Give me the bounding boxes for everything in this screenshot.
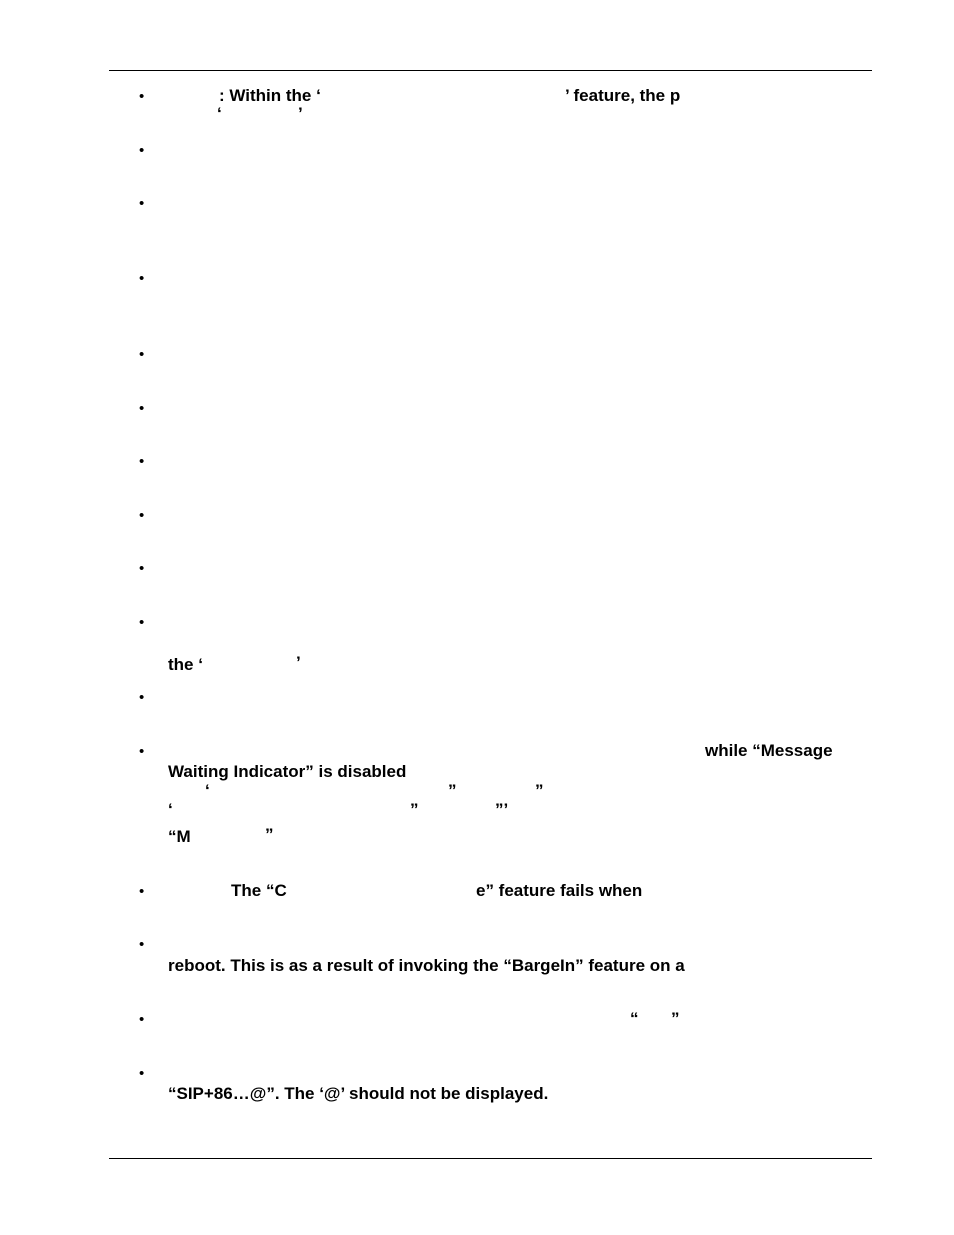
- bullet-14: •: [139, 936, 145, 953]
- item-12-fragment-8: ”’: [495, 800, 509, 819]
- bullet-1: •: [139, 88, 145, 105]
- item-12-fragment-6: ‘: [168, 800, 173, 819]
- bullet-4: •: [139, 270, 145, 287]
- item-12-fragment-7: ”: [410, 800, 419, 819]
- item-12-fragment-10: ”: [265, 825, 274, 844]
- item-10-fragment-2: ’: [296, 653, 301, 672]
- item-13-fragment-1: The “C: [231, 881, 287, 900]
- footer-rule: [109, 1158, 872, 1159]
- item-14-fragment-1: reboot. This is as a result of invoking the “BargeIn” feature on a: [168, 956, 685, 975]
- item-15-fragment-1: “: [630, 1009, 639, 1028]
- item-10-fragment-1: the ‘: [168, 655, 203, 674]
- bullet-6: •: [139, 400, 145, 417]
- item-12-fragment-2: Waiting Indicator” is disabled: [168, 762, 407, 781]
- item-12-fragment-4: ”: [448, 781, 457, 800]
- item-1-fragment-2: ’ feature, the p: [565, 86, 681, 105]
- item-15-fragment-2: ”: [671, 1009, 680, 1028]
- bullet-5: •: [139, 346, 145, 363]
- item-12-fragment-5: ”: [535, 781, 544, 800]
- item-12-fragment-9: “M: [168, 827, 191, 846]
- item-1-fragment-1: : Within the ‘: [219, 86, 321, 105]
- item-13-fragment-2: e” feature fails when: [476, 881, 643, 900]
- item-16-fragment-1: “SIP+86…@”. The ‘@’ should not be displayed.: [168, 1084, 549, 1103]
- bullet-11: •: [139, 689, 145, 706]
- header-rule: [109, 70, 872, 71]
- bullet-10: •: [139, 614, 145, 631]
- bullet-3: •: [139, 195, 145, 212]
- bullet-2: •: [139, 142, 145, 159]
- bullet-13: •: [139, 883, 145, 900]
- item-12-fragment-1: while “Message: [705, 741, 833, 760]
- item-1-fragment-3: ‘: [217, 104, 222, 123]
- item-12-fragment-3: ‘: [205, 781, 210, 800]
- bullet-8: •: [139, 507, 145, 524]
- bullet-16: •: [139, 1065, 145, 1082]
- bullet-7: •: [139, 453, 145, 470]
- bullet-9: •: [139, 560, 145, 577]
- item-1-fragment-4: ’: [298, 104, 303, 123]
- bullet-12: •: [139, 743, 145, 760]
- bullet-15: •: [139, 1011, 145, 1028]
